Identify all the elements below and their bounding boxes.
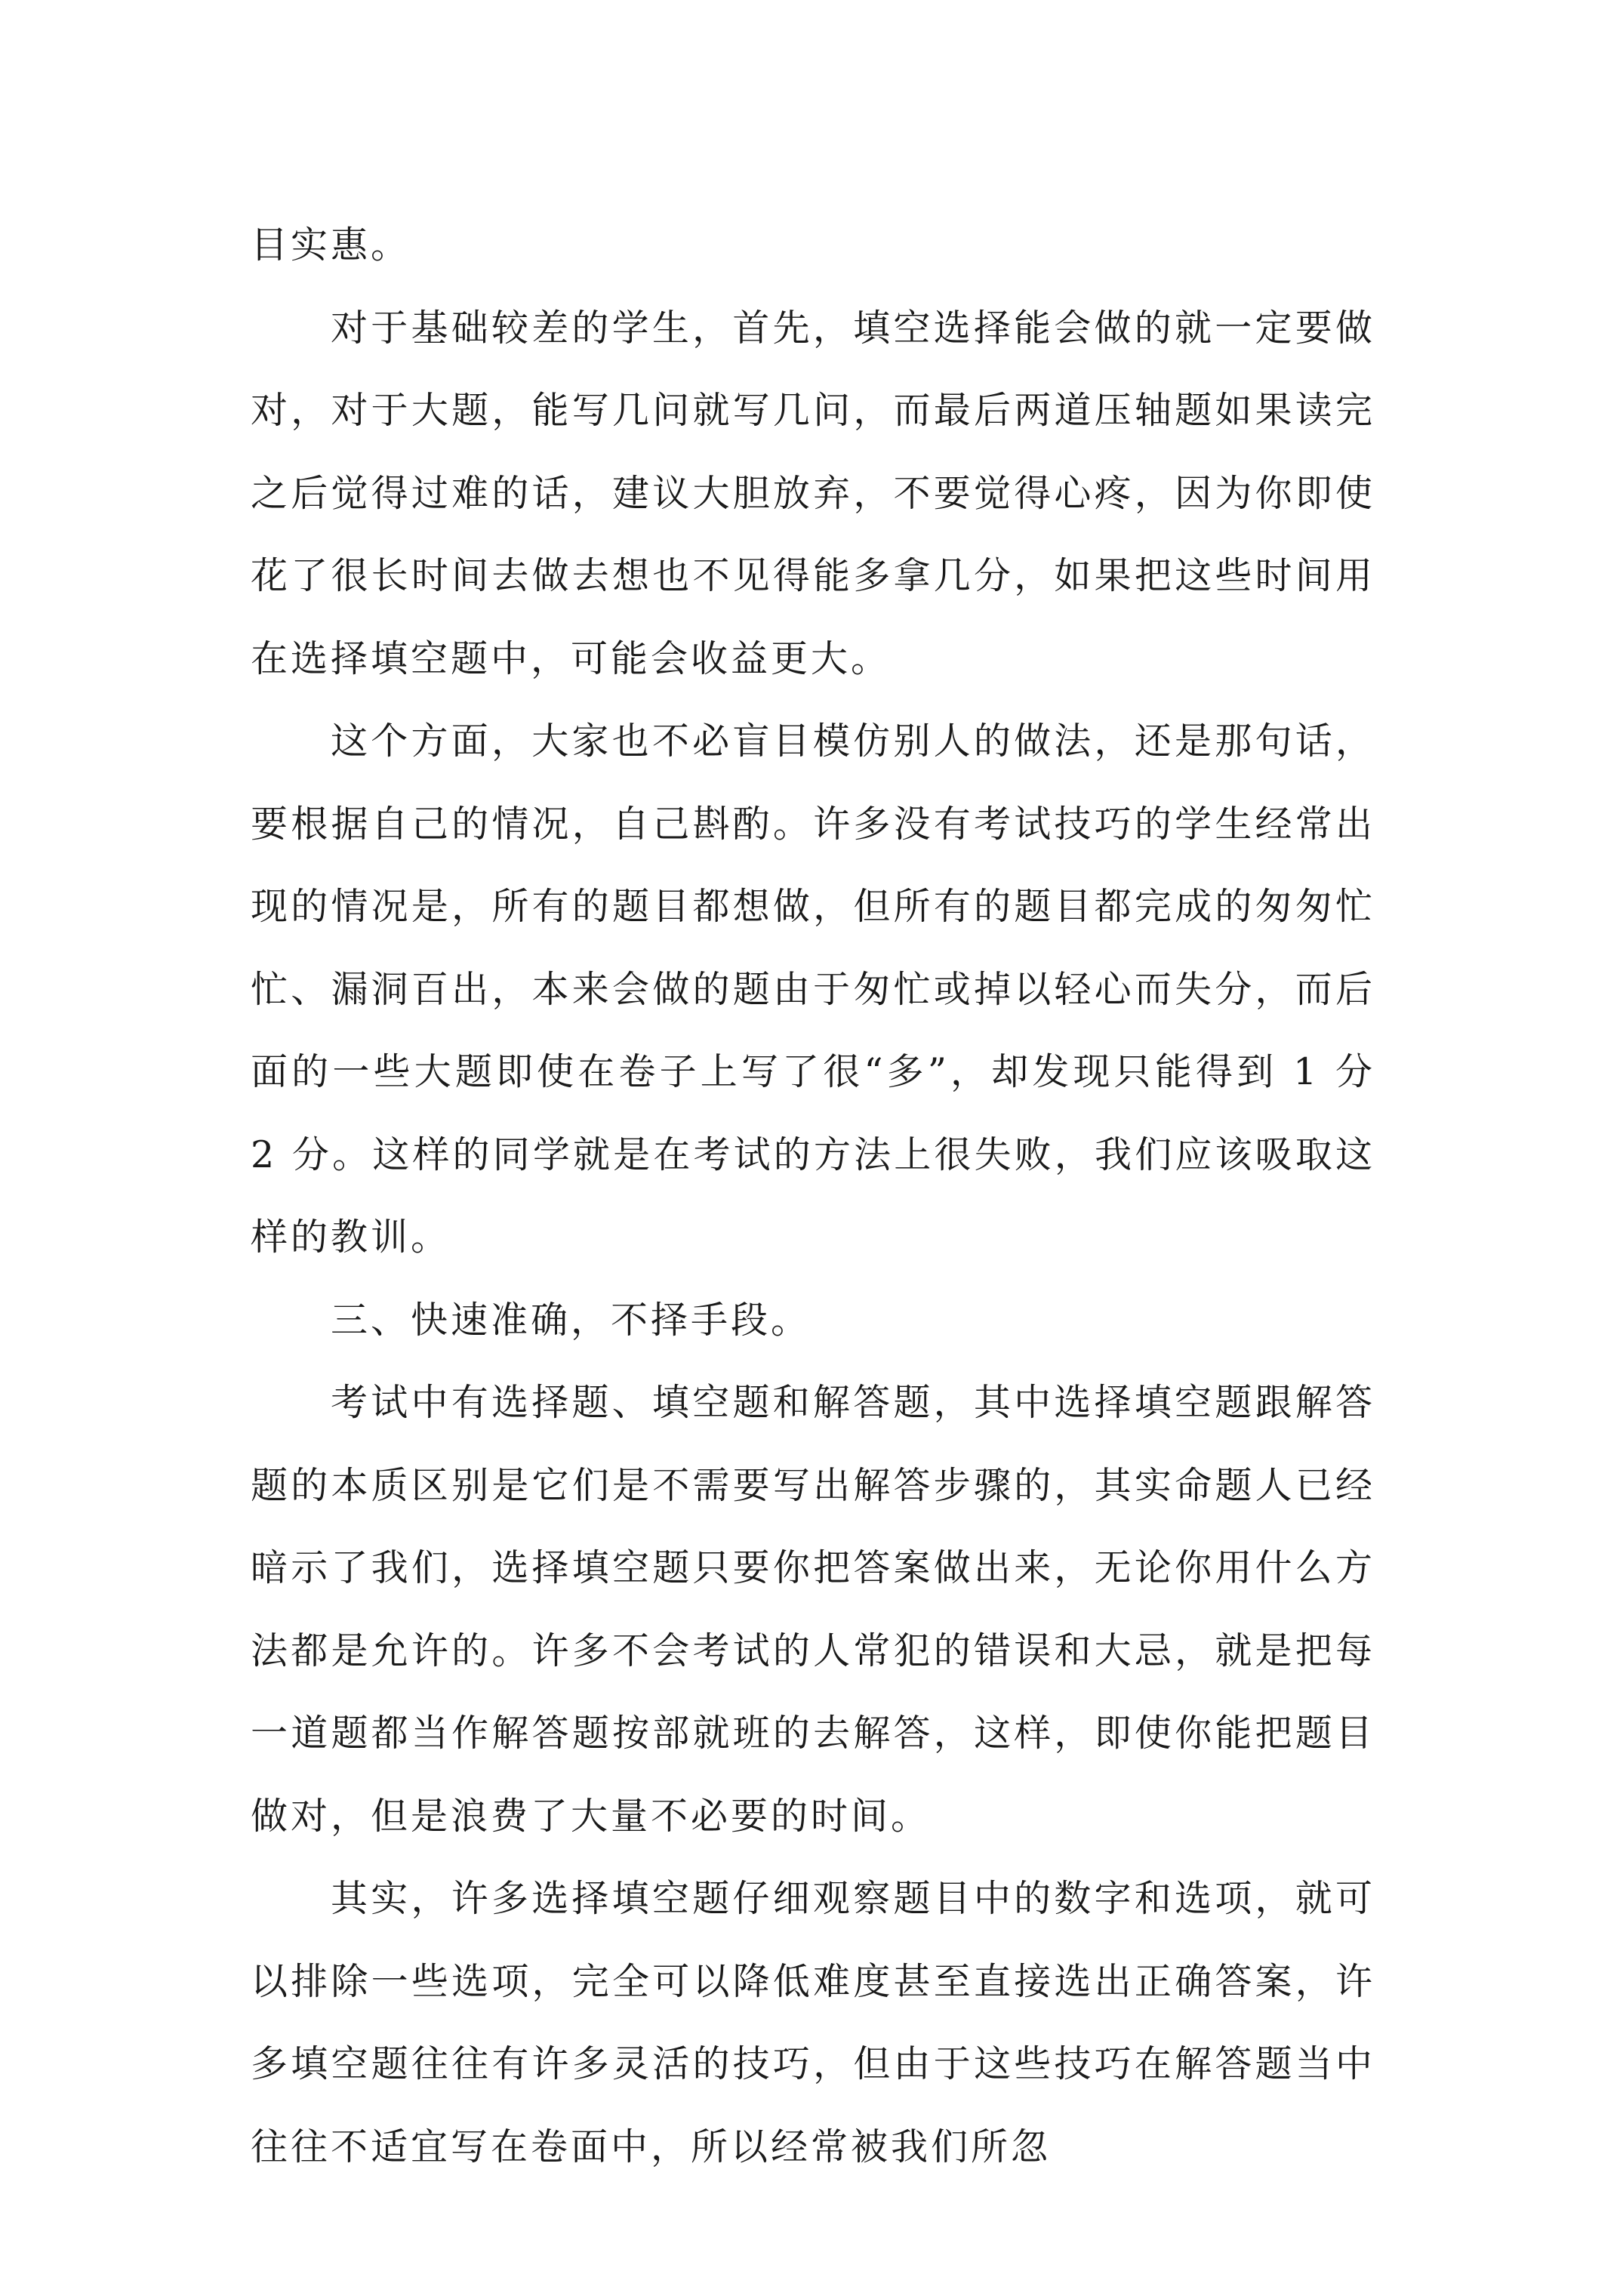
paragraph: 考试中有选择题、填空题和解答题，其中选择填空题跟解答题的本质区别是它们是不需要写出解答步骤的，其实命题人已经暗示了我们，选择填空题只要你把答案做出来，无论你用什么方法都是允许的。许多不会考试的人常犯的错误和大忌，就是把每一道题都当作解答题按部就班的去解答，这样，即使你能把题目做对，但是浪费了大量不必要的时间。 xyxy=(251,1381,1375,1838)
paragraph: 对于基础较差的学生，首先，填空选择能会做的就一定要做对，对于大题，能写几问就写几问，而最后两道压轴题如果读完之后觉得过难的话，建议大胆放弃，不要觉得心疼，因为你即使花了很长时间去做去想也不见得能多拿几分，如果把这些时间用在选择填空题中，可能会收益更大。 xyxy=(251,306,1375,680)
document-body xyxy=(251,204,1375,2188)
paragraph: 这个方面，大家也不必盲目模仿别人的做法，还是那句话，要根据自己的情况，自己斟酌。许多没有考试技巧的学生经常出现的情况是，所有的题目都想做，但所有的题目都完成的匆匆忙忙、漏洞百出，本来会做的题由于匆忙或掉以轻心而失分，而后面的一些大题即使在卷子上写了很“多”，却发现只能得到 1 分 2 分。这样的同学就是在考试的方法上很失败，我们应该吸取这样的教训。 xyxy=(251,720,1375,1259)
paragraph: 目实惠。 xyxy=(251,223,411,267)
section-heading: 三、快速准确，不择手段。 xyxy=(331,1298,812,1342)
paragraph: 其实，许多选择填空题仔细观察题目中的数字和选项，就可以排除一些选项，完全可以降低难度甚至直接选出正确答案，许多填空题往往有许多灵活的技巧，但由于这些技巧在解答题当中往往不适宜写在卷面中，所以经常被我们所忽 xyxy=(251,1877,1375,2168)
